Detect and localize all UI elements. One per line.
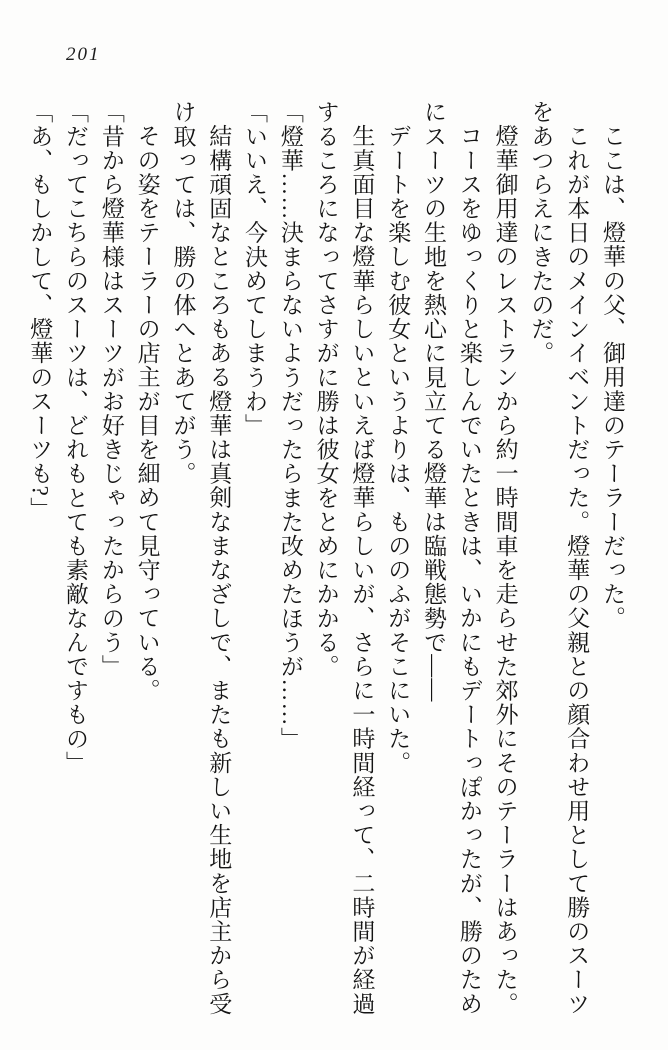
text-column: 生真面目な燈華らしいといえば燈華らしいが、さらに一時間経って、二時間が経過 (349, 124, 375, 1016)
text-column: ここは、燈華の父、御用達のテーラーだった。 (600, 124, 625, 631)
text-column: 「あ、もしかして、燈華のスーツも?」 (27, 100, 53, 522)
text-column: にスーツの生地を熱心に見立てる燈華は臨戦態勢で―― (421, 100, 447, 703)
text-column: デートを楽しむ彼女というよりは、もののふがそこにいた。 (385, 124, 411, 775)
page-number: 201 (66, 44, 101, 65)
text-column: 結構頑固なところもある燈華は真剣なまなざしで、またも新しい生地を店主から受 (206, 124, 232, 1016)
text-column: け取っては、勝の体へとあてがう。 (170, 100, 196, 486)
text-column: これが本日のメインイベントだった。燈華の父親との顔合わせ用として勝のスーツ (564, 124, 590, 1016)
text-column: するころになってさすがに勝は彼女をとめにかかる。 (313, 100, 339, 679)
text-column: コースをゆっくりと楽しんでいたときは、いかにもデートっぽかったが、勝のため (456, 124, 482, 1016)
text-column: 「燈華……決まらないようだったらまた改めたほうが……」 (277, 100, 303, 751)
vertical-text-block (21, 100, 630, 1016)
text-column: その姿をテーラーの店主が目を細めて見守っている。 (134, 124, 160, 703)
text-column: 「いいえ、今決めてしまうわ」 (242, 100, 268, 438)
text-column: をあつらえにきたのだ。 (528, 100, 554, 366)
text-column: 「だってこちらのスーツは、どれもとても素敵なんですもの」 (63, 100, 89, 775)
text-column: 燈華御用達のレストランから約一時間車を走らせた郊外にそのテーラーはあった。 (492, 124, 518, 1016)
text-column: 「昔から燈華様はスーツがお好きじゃったからのう」 (98, 100, 124, 679)
